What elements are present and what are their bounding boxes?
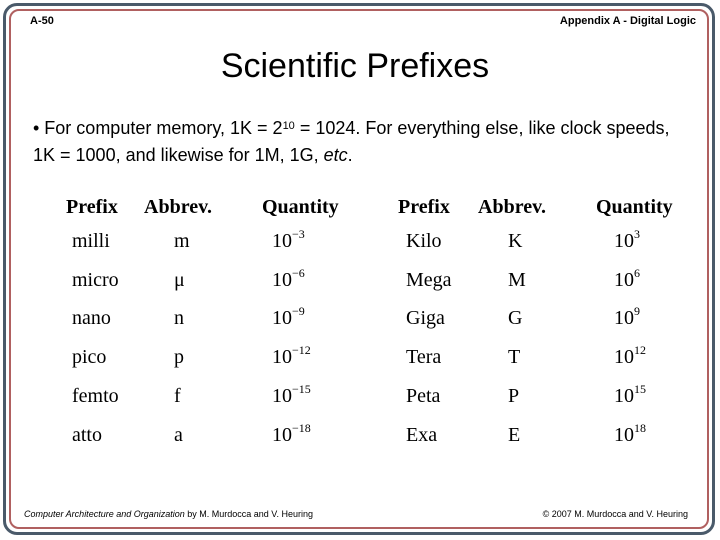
- prefix-abbrev: [478, 300, 596, 339]
- slide-number: A-50: [30, 15, 54, 27]
- prefix-name: [66, 377, 144, 416]
- prefix-abbrev: [144, 377, 262, 416]
- prefix-abbrev-text: n: [174, 307, 184, 330]
- quantity-exponent: −9: [292, 304, 305, 319]
- table-row: [398, 222, 714, 261]
- bullet-period: .: [347, 145, 353, 165]
- prefix-abbrev: [144, 416, 262, 455]
- prefix-quantity: [596, 261, 714, 300]
- quantity-exponent: 12: [634, 343, 646, 358]
- quantity-base: 10: [272, 229, 292, 252]
- prefix-quantity: [596, 416, 714, 455]
- prefix-quantity: [596, 377, 714, 416]
- prefix-name-text: Peta: [406, 385, 441, 408]
- footer-copyright: © 2007 M. Murdocca and V. Heuring: [542, 509, 688, 519]
- table-row: [398, 377, 714, 416]
- quantity-exponent: −15: [292, 382, 311, 397]
- prefix-header: Prefix: [398, 195, 450, 218]
- prefix-quantity: [262, 261, 372, 300]
- bullet-exponent: 10: [282, 120, 295, 132]
- table-row: [66, 261, 372, 300]
- quantity-exponent: −3: [292, 226, 305, 241]
- quantity-base: 10: [614, 423, 634, 446]
- small-prefix-table: [66, 192, 372, 455]
- prefix-abbrev: [478, 222, 596, 261]
- prefix-abbrev-text: E: [508, 423, 521, 446]
- quantity-header: Quantity: [262, 195, 339, 218]
- bullet-text-start: • For computer memory, 1K = 2: [33, 118, 283, 138]
- prefix-quantity: [596, 338, 714, 377]
- prefix-name: [398, 416, 478, 455]
- prefix-name: [398, 261, 478, 300]
- prefix-name-text: milli: [72, 229, 110, 252]
- quantity-base: 10: [272, 385, 292, 408]
- prefix-quantity: [262, 338, 372, 377]
- quantity-base: 10: [614, 229, 634, 252]
- table-row: [398, 261, 714, 300]
- quantity-exponent: 15: [634, 382, 646, 397]
- table-row: [66, 377, 372, 416]
- table-row: [398, 338, 714, 377]
- prefix-abbrev: [144, 300, 262, 339]
- bullet-point: [33, 115, 693, 169]
- prefix-name-text: Giga: [406, 307, 445, 330]
- prefix-abbrev-text: μ: [174, 268, 185, 291]
- quantity-base: 10: [272, 423, 292, 446]
- quantity-exponent: −6: [292, 265, 305, 280]
- table-header-row: [398, 192, 714, 222]
- quantity-base: 10: [272, 307, 292, 330]
- quantity-exponent: −18: [292, 420, 311, 435]
- quantity-base: 10: [614, 385, 634, 408]
- prefix-abbrev-text: T: [508, 346, 521, 369]
- section-title: Appendix A - Digital Logic: [559, 15, 696, 27]
- table-row: [66, 338, 372, 377]
- prefix-quantity: [596, 222, 714, 261]
- prefix-abbrev: [478, 338, 596, 377]
- prefix-name-text: Tera: [406, 346, 442, 369]
- quantity-exponent: 9: [634, 304, 640, 319]
- prefix-name: [66, 261, 144, 300]
- prefix-quantity: [262, 377, 372, 416]
- prefix-abbrev-text: G: [508, 307, 523, 330]
- prefix-name-text: Exa: [406, 423, 438, 446]
- quantity-exponent: 18: [634, 420, 646, 435]
- footer-book-credit: [24, 509, 313, 519]
- quantity-base: 10: [614, 346, 634, 369]
- abbrev-header: Abbrev.: [144, 195, 212, 218]
- prefix-quantity: [262, 222, 372, 261]
- prefix-abbrev-text: P: [508, 385, 520, 408]
- prefix-name-text: micro: [72, 268, 119, 291]
- table-header-row: [66, 192, 372, 222]
- prefix-abbrev: [478, 261, 596, 300]
- quantity-base: 10: [614, 307, 634, 330]
- quantity-header: Quantity: [596, 195, 673, 218]
- prefix-abbrev-text: p: [174, 346, 184, 369]
- quantity-exponent: 6: [634, 265, 640, 280]
- abbrev-header: Abbrev.: [478, 195, 546, 218]
- prefix-name: [66, 300, 144, 339]
- quantity-exponent: −12: [292, 343, 311, 358]
- large-prefix-table: [398, 192, 714, 455]
- prefix-name-text: Kilo: [406, 229, 442, 252]
- prefix-name: [66, 222, 144, 261]
- table-row: [66, 222, 372, 261]
- prefix-name: [398, 338, 478, 377]
- prefix-name-text: atto: [72, 423, 102, 446]
- bullet-etc: etc: [323, 145, 348, 165]
- prefix-abbrev-text: K: [508, 229, 523, 252]
- table-row: [66, 300, 372, 339]
- prefix-quantity: [262, 300, 372, 339]
- prefix-name: [398, 377, 478, 416]
- bullet-text-middle: = 1024. For everything else, like clock speeds, 1K = 1000, and likewise for 1M, 1G,: [33, 118, 670, 165]
- prefix-abbrev: [478, 377, 596, 416]
- table-row: [66, 416, 372, 455]
- prefix-quantity: [596, 300, 714, 339]
- prefix-name-text: nano: [72, 307, 111, 330]
- footer-book-authors: by M. Murdocca and V. Heuring: [184, 509, 313, 519]
- quantity-base: 10: [272, 346, 292, 369]
- prefix-name: [66, 416, 144, 455]
- table-row: [398, 300, 714, 339]
- prefix-abbrev-text: m: [174, 229, 190, 252]
- prefix-abbrev: [144, 261, 262, 300]
- slide-title: Scientific Prefixes: [220, 47, 490, 85]
- prefix-name: [398, 300, 478, 339]
- footer-book-title: Computer Architecture and Organization: [24, 509, 185, 519]
- prefix-name: [66, 338, 144, 377]
- prefix-name-text: pico: [72, 346, 107, 369]
- prefix-abbrev: [478, 416, 596, 455]
- quantity-base: 10: [614, 268, 634, 291]
- prefix-abbrev-text: M: [508, 268, 526, 291]
- prefix-abbrev: [144, 222, 262, 261]
- prefix-header: Prefix: [66, 195, 118, 218]
- prefix-quantity: [262, 416, 372, 455]
- prefix-abbrev-text: f: [174, 385, 181, 408]
- table-row: [398, 416, 714, 455]
- prefix-abbrev-text: a: [174, 423, 183, 446]
- quantity-base: 10: [272, 268, 292, 291]
- prefix-name-text: femto: [72, 385, 119, 408]
- prefix-abbrev: [144, 338, 262, 377]
- quantity-exponent: 3: [634, 226, 640, 241]
- prefix-name: [398, 222, 478, 261]
- prefix-name-text: Mega: [406, 268, 452, 291]
